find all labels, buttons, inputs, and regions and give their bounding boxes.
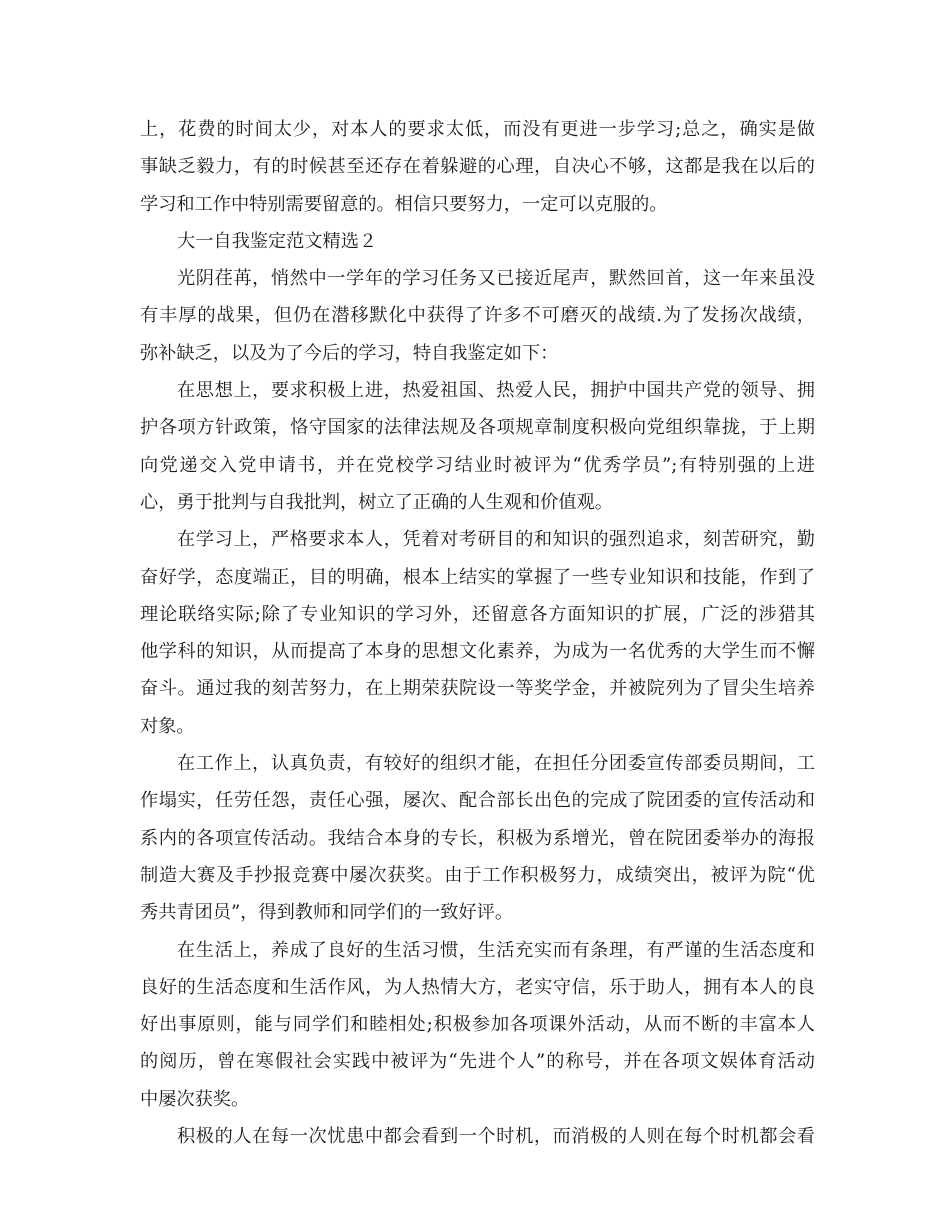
text-line: 在工作上，认真负责，有较好的组织才能，在担任分团委宣传部委员期间，工 <box>177 753 815 775</box>
text-line: 护各项方针政策，恪守国家的法律法规及各项规章制度积极向党组织靠拢，于上期 <box>140 417 815 439</box>
text-line: 学习和工作中特别需要留意的。相信只要努力，一定可以克服的。 <box>140 193 668 215</box>
text-line: 中屡次获奖。 <box>140 1088 250 1110</box>
text-line: 奋好学，态度端正，目的明确，根本上结实的掌握了一些专业知识和技能，作到了 <box>140 566 815 588</box>
text-line: 向党递交入党申请书，并在党校学习结业时被评为“优秀学员”;有特别强的上进 <box>140 454 815 476</box>
text-line: 在学习上，严格要求本人，凭着对考研目的和知识的强烈追求，刻苦研究，勤 <box>177 529 815 551</box>
text-line: 在思想上，要求积极上进，热爱祖国、热爱人民，拥护中国共产党的领导、拥 <box>177 380 815 402</box>
text-line: 在生活上，养成了良好的生活习惯，生活充实而有条理，有严谨的生活态度和 <box>177 939 815 961</box>
text-line: 光阴荏苒，悄然中一学年的学习任务又已接近尾声，默然回首，这一年来虽没 <box>177 268 815 290</box>
text-line: 制造大赛及手抄报竞赛中屡次获奖。由于工作积极努力，成绩突出，被评为院“优 <box>140 864 815 886</box>
text-line: 的阅历，曾在寒假社会实践中被评为“先进个人”的称号，并在各项文娱体育活动 <box>140 1051 815 1073</box>
text-line: 积极的人在每一次忧患中都会看到一个时机，而消极的人则在每个时机都会看 <box>177 1126 815 1148</box>
text-line: 理论联络实际;除了专业知识的学习外，还留意各方面知识的扩展，广泛的涉猎其 <box>140 603 815 625</box>
text-line: 秀共青团员”，得到教师和同学们的一致好评。 <box>140 902 514 924</box>
text-line: 好出事原则，能与同学们和睦相处;积极参加各项课外活动，从而不断的丰富本人 <box>140 1014 815 1036</box>
text-line: 有丰厚的战果，但仍在潜移默化中获得了许多不可磨灭的战绩.为了发扬次战绩， <box>140 305 815 327</box>
text-line: 他学科的知识，从而提高了本身的思想文化素养，为成为一名优秀的大学生而不懈 <box>140 641 815 663</box>
text-line: 作塌实，任劳任怨，责任心强，屡次、配合部长出色的完成了院团委的宣传活动和 <box>140 790 815 812</box>
text-line: 上，花费的时间太少，对本人的要求太低，而没有更进一步学习;总之，确实是做 <box>140 119 815 140</box>
text-line: 奋斗。通过我的刻苦努力，在上期荣获院设一等奖学金，并被院列为了冒尖生培养 <box>140 678 815 700</box>
text-line: 大一自我鉴定范文精选２ <box>177 230 378 252</box>
text-line: 对象。 <box>140 715 195 737</box>
text-line: 弥补缺乏，以及为了今后的学习，特自我鉴定如下： <box>140 342 559 364</box>
document-body <box>140 111 815 1155</box>
text-line: 系内的各项宣传活动。我结合本身的专长，积极为系增光，曾在院团委举办的海报 <box>140 827 815 849</box>
text-line: 心，勇于批判与自我批判，树立了正确的人生观和价值观。 <box>140 491 613 513</box>
text-line: 良好的生活态度和生活作风，为人热情大方，老实守信，乐于助人，拥有本人的良 <box>140 976 815 998</box>
text-line: 事缺乏毅力，有的时候甚至还存在着躲避的心理，自决心不够，这都是我在以后的 <box>140 156 815 178</box>
